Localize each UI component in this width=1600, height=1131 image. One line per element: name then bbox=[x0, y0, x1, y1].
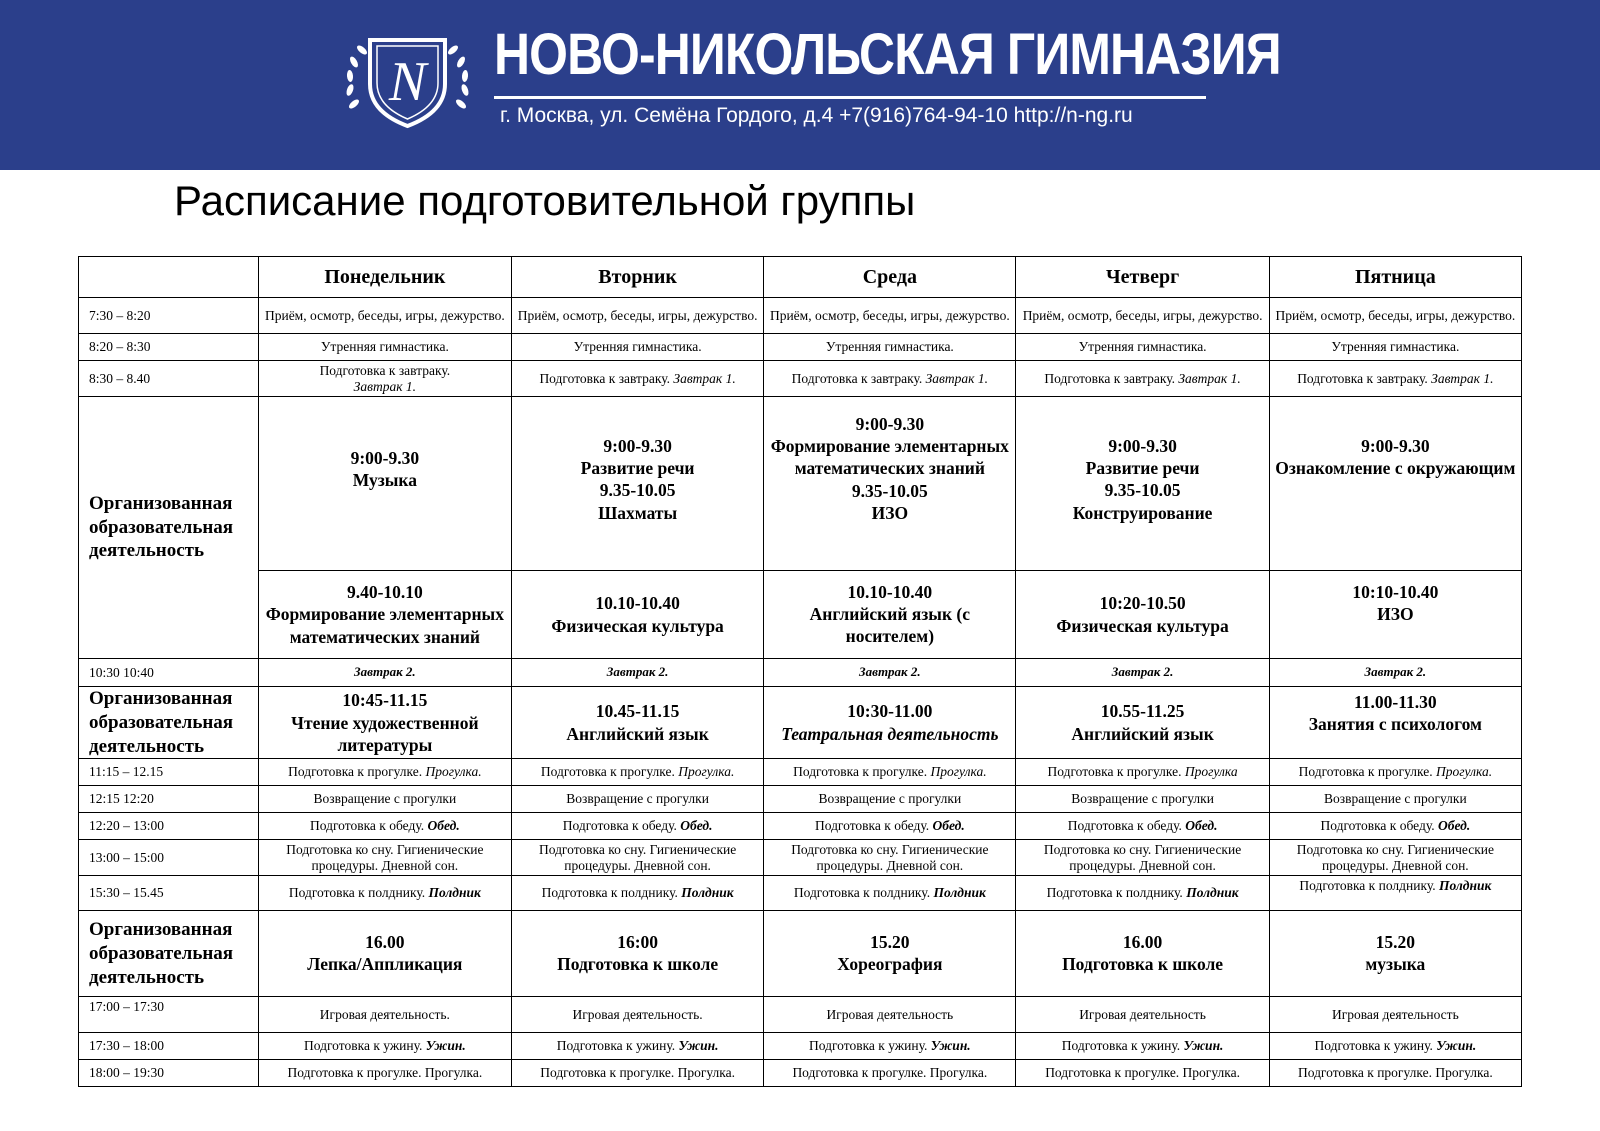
activity-cell bbox=[1269, 1033, 1521, 1060]
lesson-cell bbox=[511, 397, 763, 571]
activity-cell bbox=[511, 876, 763, 911]
time-cell: 13:00 – 15:00 bbox=[79, 840, 259, 876]
table-row bbox=[79, 334, 1522, 361]
meal-text: Прогулка. bbox=[678, 764, 735, 780]
lesson-subject: ИЗО bbox=[1377, 604, 1414, 625]
activity-cell: Подготовка ко сну. Гигиенические процедуры. Дневной сон. bbox=[511, 840, 763, 876]
activity-cell: Утренняя гимнастика. bbox=[511, 334, 763, 361]
lesson-cell bbox=[1016, 571, 1269, 659]
lesson-cell bbox=[258, 687, 511, 759]
lesson-subject: Чтение художественной литературы bbox=[291, 712, 479, 755]
activity-cell: Приём, осмотр, беседы, игры, дежурство. bbox=[1269, 298, 1521, 334]
activity-cell bbox=[1016, 876, 1269, 911]
activity-text: Подготовка к прогулке. bbox=[540, 764, 675, 780]
lesson-time: 9:00-9.30 bbox=[1108, 436, 1177, 456]
lesson-time: 16.00 bbox=[1122, 932, 1163, 953]
meal-text: Завтрак 1. bbox=[1431, 370, 1494, 386]
activity-cell bbox=[764, 876, 1016, 911]
activity-text: Подготовка к полднику. bbox=[793, 885, 931, 901]
activity-cell bbox=[764, 759, 1016, 786]
lesson-cell bbox=[1016, 687, 1269, 759]
activity-text: Подготовка к прогулке. bbox=[288, 764, 423, 780]
table-row bbox=[79, 759, 1522, 786]
lesson-cell bbox=[764, 911, 1016, 997]
activity-cell: Утренняя гимнастика. bbox=[764, 334, 1016, 361]
table-row bbox=[79, 659, 1522, 687]
activity-cell: Подготовка к прогулке. Прогулка. bbox=[511, 1060, 763, 1087]
meal-text: Ужин. bbox=[1183, 1038, 1224, 1054]
lesson-cell bbox=[511, 911, 763, 997]
time-cell: 15:30 – 15.45 bbox=[79, 876, 259, 911]
lesson-subject: Лепка/Аппликация bbox=[307, 954, 463, 975]
lesson-time: 10.55-11.25 bbox=[1100, 701, 1185, 722]
lesson-time: 15.20 bbox=[870, 932, 910, 953]
meal-cell: Завтрак 2. bbox=[764, 659, 1016, 687]
time-cell: 8:20 – 8:30 bbox=[79, 334, 259, 361]
activity-cell bbox=[511, 813, 763, 840]
activity-cell: Возвращение с прогулки bbox=[1016, 786, 1269, 813]
activity-cell: Подготовка к прогулке. Прогулка. bbox=[1269, 1060, 1521, 1087]
lesson-subject: Занятия с психологом bbox=[1308, 714, 1482, 735]
day-header: Пятница bbox=[1269, 257, 1521, 298]
page-title: Расписание подготовительной группы bbox=[174, 177, 916, 224]
time-cell: 17:30 – 18:00 bbox=[79, 1033, 259, 1060]
activity-cell: Подготовка к прогулке. Прогулка. bbox=[1016, 1060, 1269, 1087]
meal-cell: Завтрак 2. bbox=[511, 659, 763, 687]
activity-cell: Игровая деятельность bbox=[1269, 997, 1521, 1033]
lesson-cell bbox=[1269, 571, 1521, 659]
activity-text: Подготовка к полднику. bbox=[541, 885, 678, 901]
school-name: НОВО-НИКОЛЬСКАЯ ГИМНАЗИЯ bbox=[494, 22, 1281, 87]
activity-text: Подготовка к завтраку. bbox=[791, 370, 923, 386]
meal-text: Полдник bbox=[933, 885, 986, 901]
header-banner bbox=[0, 0, 1600, 170]
activity-cell: Возвращение с прогулки bbox=[511, 786, 763, 813]
meal-text: Завтрак 1. bbox=[673, 370, 736, 386]
schedule-table bbox=[78, 256, 1522, 1087]
meal-text: Ужин. bbox=[1436, 1038, 1477, 1054]
meal-text: Полдник bbox=[428, 885, 481, 901]
activity-cell: Игровая деятельность bbox=[764, 997, 1016, 1033]
table-row bbox=[79, 786, 1522, 813]
lesson-subject: Формирование элементарных математических знаний bbox=[265, 604, 504, 647]
meal-text: Обед. bbox=[680, 818, 713, 834]
table-row bbox=[79, 1060, 1522, 1087]
day-header: Четверг bbox=[1016, 257, 1269, 298]
time-cell: 7:30 – 8:20 bbox=[79, 298, 259, 334]
day-header: Понедельник bbox=[258, 257, 511, 298]
meal-text: Обед. bbox=[932, 818, 965, 834]
logo-letter: N bbox=[388, 51, 427, 113]
lesson-cell bbox=[1016, 911, 1269, 997]
lesson-cell bbox=[258, 911, 511, 997]
activity-text: Подготовка к полднику. bbox=[1299, 878, 1436, 894]
meal-text: Полдник bbox=[681, 885, 734, 901]
activity-cell: Игровая деятельность bbox=[1016, 997, 1269, 1033]
section-label: Организованная образовательная деятельность bbox=[79, 687, 259, 759]
activity-text: Подготовка к обеду. bbox=[1320, 818, 1435, 834]
meal-text: Завтрак 1. bbox=[925, 370, 988, 386]
time-cell: 17:00 – 17:30 bbox=[79, 997, 259, 1033]
table-row bbox=[79, 997, 1522, 1033]
activity-cell bbox=[1016, 813, 1269, 840]
activity-text: Подготовка к ужину. bbox=[1314, 1038, 1433, 1054]
activity-cell: Утренняя гимнастика. bbox=[258, 334, 511, 361]
time-cell: 11:15 – 12.15 bbox=[79, 759, 259, 786]
table-row bbox=[79, 840, 1522, 876]
activity-text: Подготовка к ужину. bbox=[304, 1038, 423, 1054]
lesson-time: 10.10-10.40 bbox=[595, 593, 680, 614]
activity-cell: Подготовка ко сну. Гигиенические процедуры. Дневной сон. bbox=[1016, 840, 1269, 876]
table-row bbox=[79, 876, 1522, 911]
meal-cell: Завтрак 2. bbox=[1269, 659, 1521, 687]
school-logo-icon bbox=[340, 26, 475, 131]
meal-cell: Завтрак 2. bbox=[258, 659, 511, 687]
lesson-subject: Физическая культура bbox=[551, 615, 724, 636]
activity-text: Подготовка к обеду. bbox=[309, 818, 425, 834]
lesson-cell bbox=[1269, 911, 1521, 997]
lesson-subject: Музыка bbox=[352, 470, 418, 491]
activity-cell bbox=[511, 759, 763, 786]
lesson-subject: ИЗО bbox=[871, 502, 909, 523]
meal-text: Завтрак 1. bbox=[353, 378, 417, 394]
activity-text: Подготовка к обеду. bbox=[562, 818, 677, 834]
meal-text: Завтрак 1. bbox=[1178, 370, 1241, 386]
activity-text: Подготовка к ужину. bbox=[808, 1038, 928, 1054]
activity-cell: Подготовка к прогулке. Прогулка. bbox=[764, 1060, 1016, 1087]
activity-cell bbox=[764, 813, 1016, 840]
lesson-cell bbox=[1269, 687, 1521, 759]
activity-cell: Приём, осмотр, беседы, игры, дежурство. bbox=[1016, 298, 1269, 334]
lesson-time: 10:45-11.15 bbox=[342, 690, 428, 711]
activity-cell bbox=[511, 361, 763, 397]
activity-cell: Подготовка ко сну. Гигиенические процедуры. Дневной сон. bbox=[1269, 840, 1521, 876]
activity-text: Подготовка к прогулке. bbox=[1298, 764, 1433, 780]
meal-text: Прогулка. bbox=[425, 764, 482, 780]
activity-text: Подготовка к прогулке. bbox=[793, 764, 928, 780]
meal-text: Ужин. bbox=[425, 1038, 466, 1054]
activity-cell: Возвращение с прогулки bbox=[1269, 786, 1521, 813]
lesson-subject: Английский язык bbox=[566, 723, 709, 744]
lesson-subject: Театральная деятельность bbox=[781, 723, 999, 744]
meal-text: Полдник bbox=[1186, 885, 1239, 901]
activity-cell bbox=[1269, 876, 1521, 911]
lesson-time: 9:00-9.30 bbox=[855, 414, 925, 434]
header-divider bbox=[494, 96, 1206, 99]
lesson-subject: Английский язык (с носителем) bbox=[809, 604, 971, 647]
lesson-subject: Подготовка к школе bbox=[1062, 954, 1224, 975]
activity-cell bbox=[511, 1033, 763, 1060]
lesson-subject: Английский язык bbox=[1071, 723, 1214, 744]
lesson-subject: Конструирование bbox=[1072, 502, 1213, 523]
lesson-cell bbox=[258, 571, 511, 659]
lesson-time: 10.45-11.15 bbox=[595, 701, 680, 722]
activity-cell bbox=[258, 1033, 511, 1060]
lesson-subject: Физическая культура bbox=[1056, 615, 1229, 636]
day-header: Среда bbox=[764, 257, 1016, 298]
activity-cell: Утренняя гимнастика. bbox=[1016, 334, 1269, 361]
meal-text: Обед. bbox=[1185, 818, 1218, 834]
activity-cell: Возвращение с прогулки bbox=[258, 786, 511, 813]
day-header: Вторник bbox=[511, 257, 763, 298]
time-cell: 18:00 – 19:30 bbox=[79, 1060, 259, 1087]
activity-text: Подготовка к полднику. bbox=[288, 885, 426, 901]
activity-text: Подготовка к прогулке. bbox=[1047, 764, 1182, 780]
lesson-subject: музыка bbox=[1365, 954, 1426, 975]
activity-cell: Игровая деятельность. bbox=[511, 997, 763, 1033]
meal-cell: Завтрак 2. bbox=[1016, 659, 1269, 687]
lesson-time: 10.10-10.40 bbox=[847, 582, 933, 602]
activity-cell bbox=[258, 876, 511, 911]
activity-text: Подготовка к завтраку. bbox=[319, 362, 451, 378]
table-row bbox=[79, 687, 1522, 759]
table-row bbox=[79, 397, 1522, 571]
activity-text: Подготовка к завтраку. bbox=[539, 370, 671, 386]
activity-cell: Возвращение с прогулки bbox=[764, 786, 1016, 813]
lesson-time: 11.00-11.30 bbox=[1354, 692, 1437, 712]
lesson-cell bbox=[764, 687, 1016, 759]
activity-text: Подготовка к обеду. bbox=[814, 818, 930, 834]
time-cell: 10:30 10:40 bbox=[79, 659, 259, 687]
time-cell: 12:15 12:20 bbox=[79, 786, 259, 813]
lesson-cell bbox=[511, 571, 763, 659]
lesson-time: 16.00 bbox=[365, 932, 405, 953]
lesson-time: 9:00-9.30 bbox=[1361, 436, 1430, 456]
lesson-subject: Развитие речи bbox=[580, 458, 695, 479]
activity-cell: Подготовка к прогулке. Прогулка. bbox=[258, 1060, 511, 1087]
lesson-time: 9.35-10.05 bbox=[851, 480, 928, 501]
activity-text: Подготовка к ужину. bbox=[556, 1038, 676, 1054]
meal-text: Прогулка. bbox=[1435, 764, 1493, 780]
activity-cell bbox=[1269, 759, 1521, 786]
section-label: Организованная образовательная деятельность bbox=[79, 397, 259, 659]
meal-text: Обед. bbox=[1438, 818, 1471, 834]
time-cell: 8:30 – 8.40 bbox=[79, 361, 259, 397]
meal-text: Ужин. bbox=[678, 1038, 719, 1054]
lesson-cell bbox=[1016, 397, 1269, 571]
lesson-cell bbox=[258, 397, 511, 571]
activity-cell: Утренняя гимнастика. bbox=[1269, 334, 1521, 361]
activity-text: Подготовка к завтраку. bbox=[1297, 370, 1428, 386]
table-row bbox=[79, 1033, 1522, 1060]
activity-cell bbox=[1269, 361, 1521, 397]
activity-cell bbox=[1016, 1033, 1269, 1060]
lesson-subject: Ознакомление с окружающим bbox=[1275, 458, 1516, 479]
table-row bbox=[79, 571, 1522, 659]
table-row bbox=[79, 813, 1522, 840]
lesson-time: 10:30-11.00 bbox=[847, 701, 933, 722]
activity-cell: Подготовка ко сну. Гигиенические процедуры. Дневной сон. bbox=[258, 840, 511, 876]
section-label: Организованная образовательная деятельность bbox=[79, 911, 259, 997]
activity-cell bbox=[764, 1033, 1016, 1060]
table-row bbox=[79, 911, 1522, 997]
table-row bbox=[79, 361, 1522, 397]
activity-cell bbox=[258, 759, 511, 786]
activity-cell bbox=[258, 361, 511, 397]
lesson-time: 15.20 bbox=[1375, 932, 1416, 953]
table-row bbox=[79, 298, 1522, 334]
lesson-cell bbox=[1269, 397, 1521, 571]
lesson-time: 10:10-10.40 bbox=[1352, 582, 1439, 602]
activity-text: Подготовка к обеду. bbox=[1067, 818, 1182, 834]
lesson-cell bbox=[764, 397, 1016, 571]
lesson-subject: Хореография bbox=[837, 954, 943, 975]
lesson-subject: Подготовка к школе bbox=[557, 954, 719, 975]
lesson-time: 9:00-9.30 bbox=[603, 436, 672, 456]
activity-text: Подготовка к завтраку. bbox=[1044, 370, 1175, 386]
lesson-time: 9.35-10.05 bbox=[599, 480, 676, 501]
activity-cell: Приём, осмотр, беседы, игры, дежурство. bbox=[511, 298, 763, 334]
meal-text: Ужин. bbox=[930, 1038, 971, 1054]
lesson-subject: Формирование элементарных математических знаний bbox=[770, 436, 1009, 479]
meal-text: Прогулка bbox=[1184, 764, 1238, 780]
lesson-subject: Развитие речи bbox=[1085, 458, 1200, 479]
activity-cell bbox=[764, 361, 1016, 397]
corner-cell bbox=[79, 257, 259, 298]
lesson-time: 9:00-9.30 bbox=[350, 448, 420, 468]
meal-text: Прогулка. bbox=[930, 764, 987, 780]
lesson-time: 10:20-10.50 bbox=[1099, 593, 1186, 614]
activity-cell: Подготовка ко сну. Гигиенические процедуры. Дневной сон. bbox=[764, 840, 1016, 876]
activity-cell bbox=[1016, 361, 1269, 397]
lesson-cell bbox=[764, 571, 1016, 659]
activity-cell: Приём, осмотр, беседы, игры, дежурство. bbox=[764, 298, 1016, 334]
activity-cell bbox=[1016, 759, 1269, 786]
activity-cell: Приём, осмотр, беседы, игры, дежурство. bbox=[258, 298, 511, 334]
activity-cell: Игровая деятельность. bbox=[258, 997, 511, 1033]
activity-cell bbox=[1269, 813, 1521, 840]
lesson-time: 9.35-10.05 bbox=[1104, 480, 1181, 501]
meal-text: Обед. bbox=[427, 818, 460, 834]
table-header-row bbox=[79, 257, 1522, 298]
time-cell: 12:20 – 13:00 bbox=[79, 813, 259, 840]
lesson-time: 9.40-10.10 bbox=[346, 582, 423, 603]
lesson-cell bbox=[511, 687, 763, 759]
activity-cell bbox=[258, 813, 511, 840]
activity-text: Подготовка к ужину. bbox=[1061, 1038, 1181, 1054]
lesson-subject: Шахматы bbox=[598, 502, 678, 523]
lesson-time: 16:00 bbox=[617, 932, 659, 953]
meal-text: Полдник bbox=[1438, 878, 1492, 894]
school-contact: г. Москва, ул. Семёна Гордого, д.4 +7(916)764-94-10 http://n-ng.ru bbox=[500, 104, 1133, 127]
activity-text: Подготовка к полднику. bbox=[1046, 885, 1183, 901]
